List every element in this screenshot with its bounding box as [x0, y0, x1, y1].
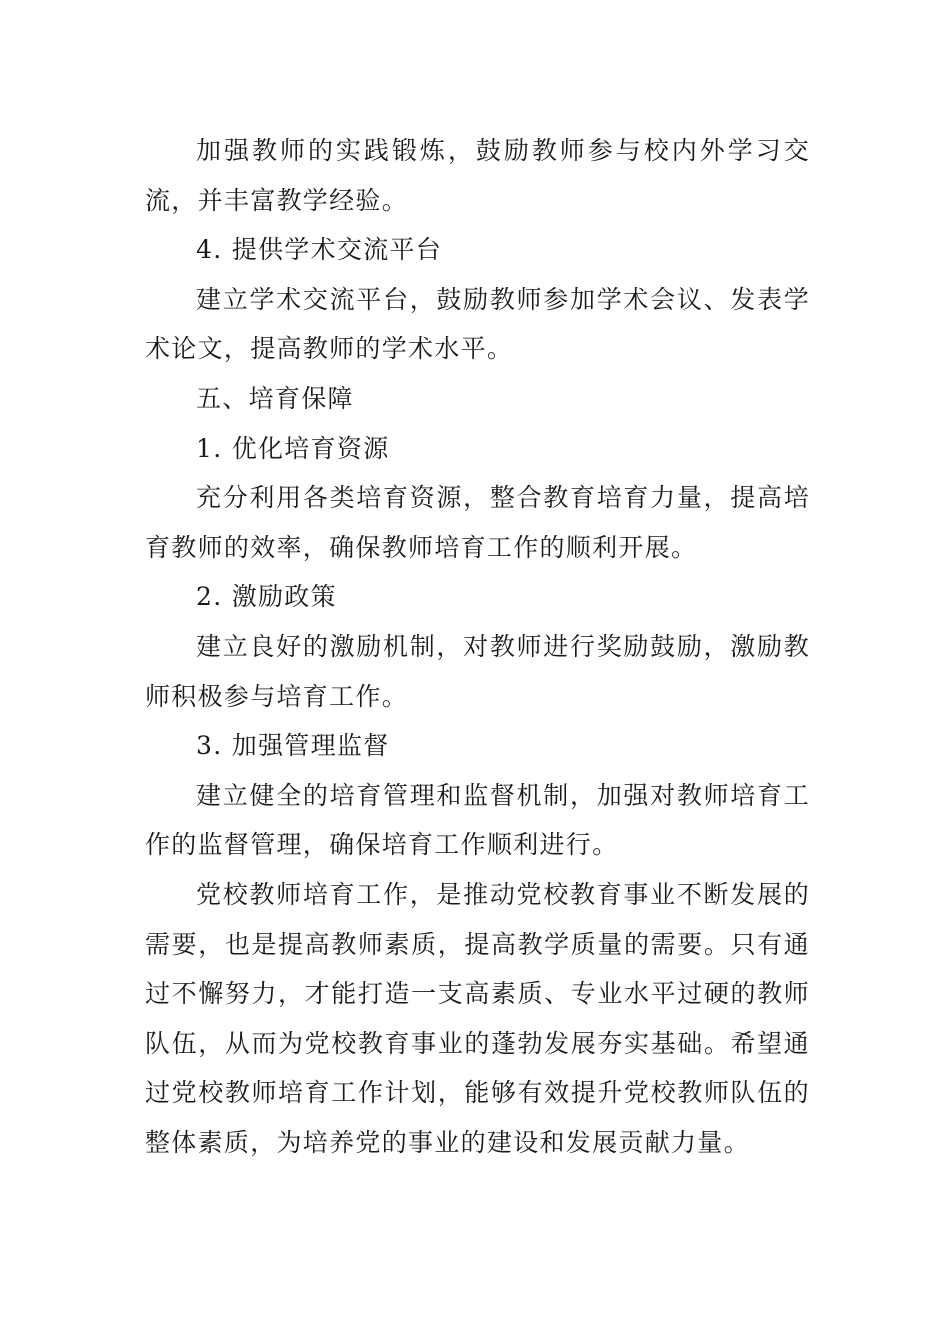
- paragraph-conclusion: 党校教师培育工作，是推动党校教育事业不断发展的需要，也是提高教师素质，提高教学质量的需要。只有通过不懈努力，才能打造一支高素质、专业水平过硬的教师队伍，从而为党校教育事业的蓬勃发展夯实基础。希望通过党校教师培育工作计划，能够有效提升党校教师队伍的整体素质，为培养党的事业的建设和发展贡献力量。: [145, 879, 810, 1157]
- paragraph-practice: 加强教师的实践锻炼，鼓励教师参与校内外学习交流，并丰富教学经验。: [145, 136, 810, 215]
- heading-academic-platform: 4. 提供学术交流平台: [196, 235, 443, 265]
- document-body: [145, 126, 810, 1167]
- section-title-guarantee: 五、培育保障: [196, 383, 354, 413]
- heading-optimize-resources: 1. 优化培育资源: [196, 433, 390, 463]
- heading-management-supervision: 3. 加强管理监督: [196, 731, 390, 761]
- paragraph-optimize-resources: 充分利用各类培育资源，整合教育培育力量，提高培育教师的效率，确保教师培育工作的顺利开展。: [145, 483, 810, 562]
- heading-incentive-policy: 2. 激励政策: [196, 582, 337, 612]
- paragraph-management-supervision: 建立健全的培育管理和监督机制，加强对教师培育工作的监督管理，确保培育工作顺利进行。: [145, 780, 810, 860]
- paragraph-incentive-policy: 建立良好的激励机制，对教师进行奖励鼓励，激励教师积极参与培育工作。: [145, 631, 810, 711]
- paragraph-academic-platform: 建立学术交流平台，鼓励教师参加学术会议、发表学术论文，提高教师的学术水平。: [145, 284, 810, 364]
